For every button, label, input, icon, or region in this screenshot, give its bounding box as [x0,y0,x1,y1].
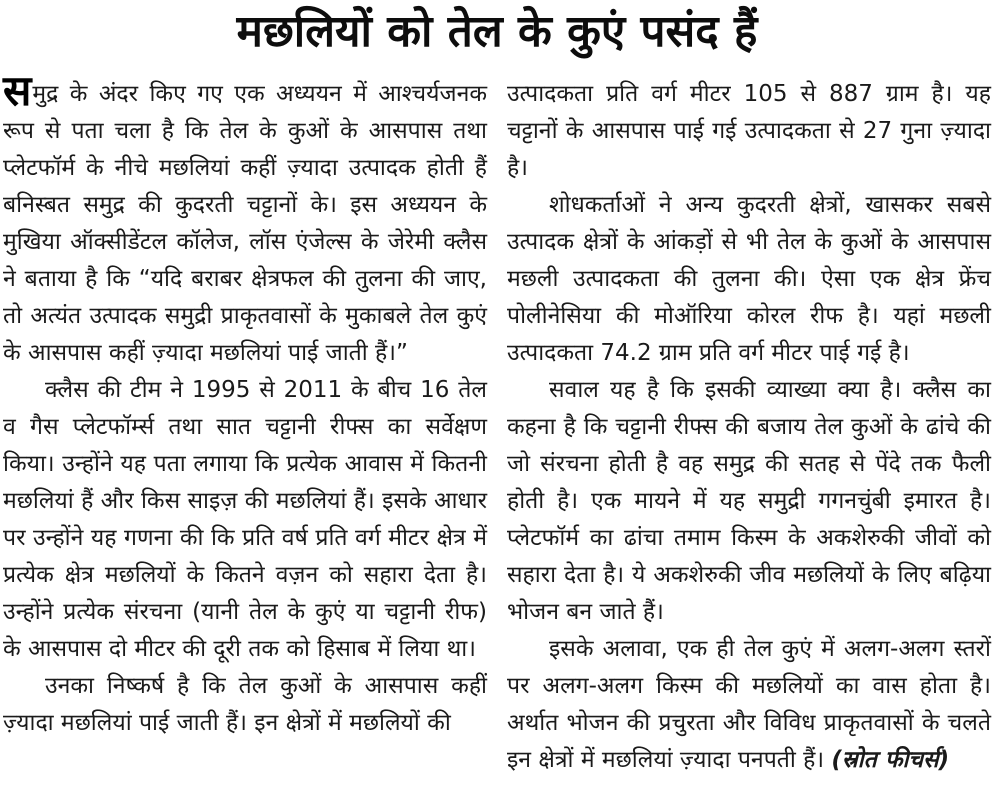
paragraph: शोधकर्ताओं ने अन्य कुदरती क्षेत्रों, खासकर सबसे उत्पादक क्षेत्रों के आंकड़ों से भी तेल के कुओं के आसपास मछली उत्पादकता की तुलना की। ऐसा एक क्षेत्र फ्रेंच पोलीनेसिया की मोऑरिया कोरल रीफ है। यहां मछली उत्पादकता 74.2 ग्राम प्रति वर्ग मीटर पाई गई है। [507,192,991,366]
article-title: मछलियों को तेल के कुएं पसंद हैं [236,6,758,57]
paragraph-lead [3,66,487,372]
closing-paragraph-text: इसके अलावा, एक ही तेल कुएं में अलग-अलग स्तरों पर अलग-अलग किस्म की मछलियों का वास होता है। अर्थात भोजन की प्रचुरता और विविध प्राकृतवासों के चलते इन क्षेत्रों में मछलियां ज़्यादा पनपती हैं। [507,636,991,773]
paragraph: क्लैस की टीम ने 1995 से 2011 के बीच 16 तेल व गैस प्लेटफॉर्म्स तथा सात चट्टानी रीफ्स का सर्वेक्षण किया। उन्होंने यह पता लगाया कि प्रत्येक आवास में कितनी मछलियां हैं और किस साइज़ की मछलियां हैं। इसके आधार पर उन्होंने यह गणना की कि प्रति वर्ष प्रति वर्ग मीटर क्षेत्र में प्रत्येक क्षेत्र मछलियों के कितने वज़न को सहारा देता है। उन्होंने प्रत्येक संरचना (यानी तेल के कुएं या चट्टानी रीफ) के आसपास दो मीटर की दूरी तक को हिसाब में लिया था। [3,377,487,662]
paragraph-closing [507,631,991,779]
right-column [507,76,991,779]
article-columns [3,66,991,779]
paragraph-lead-text: मुद्र के अंदर किए गए एक अध्ययन में आश्चर्यजनक रूप से पता चला है कि तेल के कुओं के आसपास तथा प्लेटफॉर्म के नीचे मछलियां कहीं ज़्यादा उत्पादक होती हैं बनिस्बत समुद्र की कुदरती चट्टानों के। इस अध्ययन के मुखिया ऑक्सीडेंटल कॉलेज, लॉस एंजेल्स के जेरेमी क्लैस ने बताया है कि “यदि बराबर क्षेत्रफल की तुलना की जाए, तो अत्यंत उत्पादक समुद्री प्राकृतवासों के मुकाबले तेल कुएं के आसपास कहीं ज़्यादा मछलियां पाई जाती हैं।” [3,81,487,366]
paragraph: उनका निष्कर्ष है कि तेल कुओं के आसपास कहीं ज़्यादा मछलियां पाई जाती हैं। इन क्षेत्रों में मछलियों की [3,673,487,736]
paragraph: सवाल यह है कि इसकी व्याख्या क्या है। क्लैस का कहना है कि चट्टानी रीफ्स की बजाय तेल कुओं के ढांचे की जो संरचना होती है वह समुद्र की सतह से पेंदे तक फैली होती है। एक मायने में यह समुद्री गगनचुंबी इमारत है। प्लेटफॉर्म का ढांचा तमाम किस्म के अकशेरुकी जीवों को सहारा देता है। ये अकशेरुकी जीव मछलियों के लिए बढ़िया भोजन बन जाते हैं। [507,377,991,625]
paragraph-continuation: उत्पादकता प्रति वर्ग मीटर 105 से 887 ग्राम है। यह चट्टानों के आसपास पाई गई उत्पादकता से 27 गुना ज़्यादा है। [507,81,991,181]
left-column [3,66,487,742]
source-credit: (स्रोत फीचर्स) [831,747,950,773]
drop-cap: स [3,66,32,115]
article-page [0,2,994,803]
